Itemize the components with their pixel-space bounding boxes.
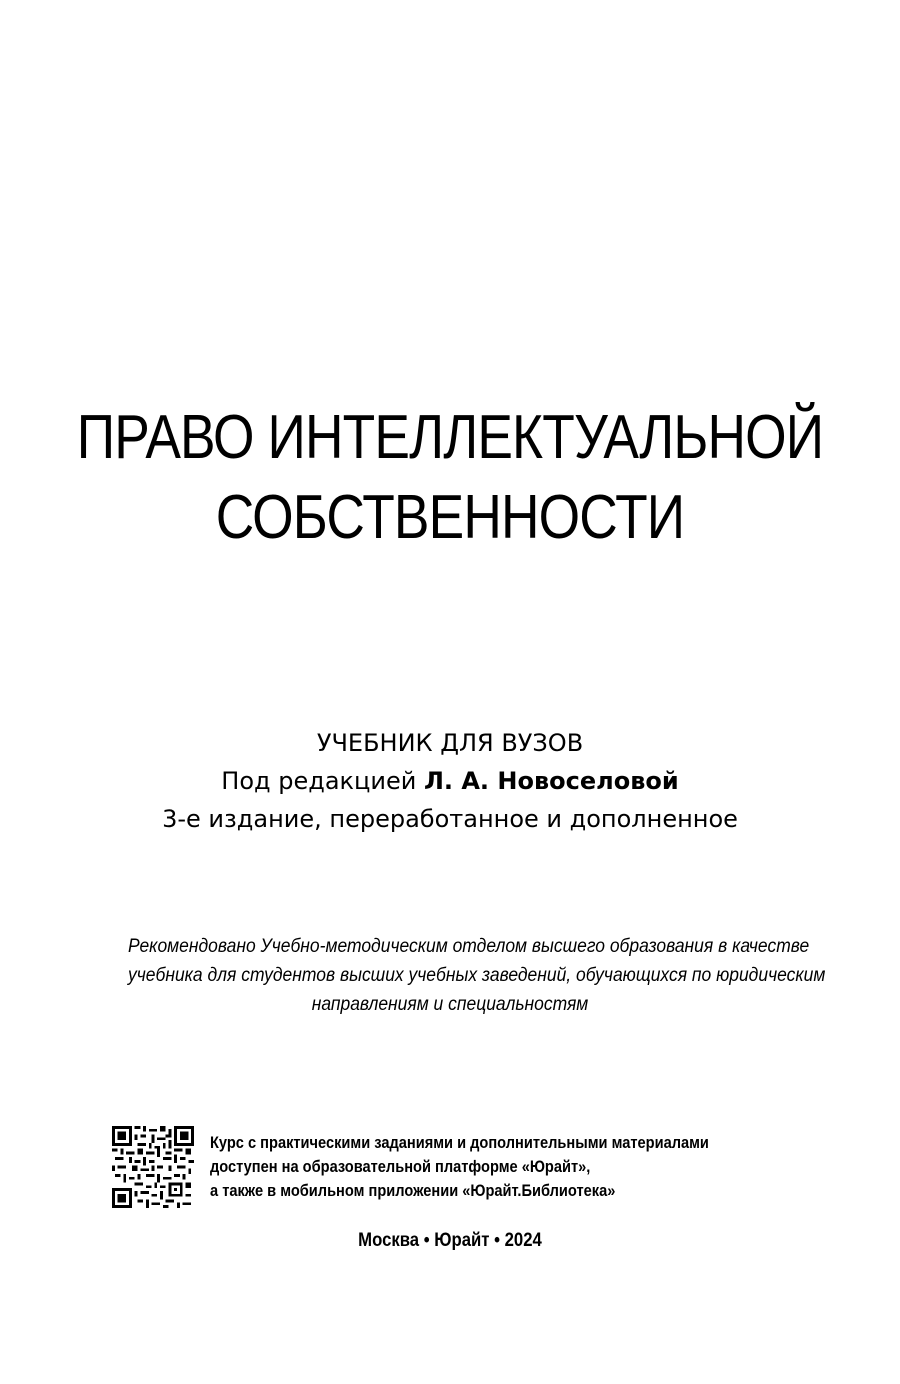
book-type: УЧЕБНИК ДЛЯ ВУЗОВ (316, 729, 584, 757)
course-notice (210, 1131, 709, 1203)
recommendation-line-2: учебника для студентов высших учебных заведений, обучающихся по юридическим (128, 965, 826, 986)
course-notice-line-1: Курс с практическими заданиями и дополнительными материалами (210, 1133, 709, 1152)
edition-info: 3-е издание, переработанное и дополненное (162, 805, 738, 833)
recommendation-note (128, 932, 826, 1019)
qr-code-icon[interactable] (112, 1126, 194, 1208)
editor-line (0, 762, 900, 800)
recommendation-line-3: направлениям и специальностям (311, 994, 589, 1015)
book-title-line-2: СОБСТВЕННОСТИ (215, 483, 685, 552)
subtitle-block (0, 724, 900, 838)
publisher-imprint: Москва • Юрайт • 2024 (358, 1230, 542, 1251)
course-notice-line-2: доступен на образовательной платформе «Юрайт», (210, 1157, 591, 1176)
recommendation-line-1: Рекомендовано Учебно-методическим отделом высшего образования в качестве (128, 936, 810, 957)
editor-name: Л. А. Новоселовой (423, 767, 679, 795)
editor-prefix: Под редакцией (221, 767, 424, 795)
book-title (63, 398, 837, 558)
book-title-line-1: ПРАВО ИНТЕЛЛЕКТУАЛЬНОЙ (76, 403, 824, 472)
course-notice-line-3: а также в мобильном приложении «Юрайт.Библиотека» (210, 1181, 616, 1200)
